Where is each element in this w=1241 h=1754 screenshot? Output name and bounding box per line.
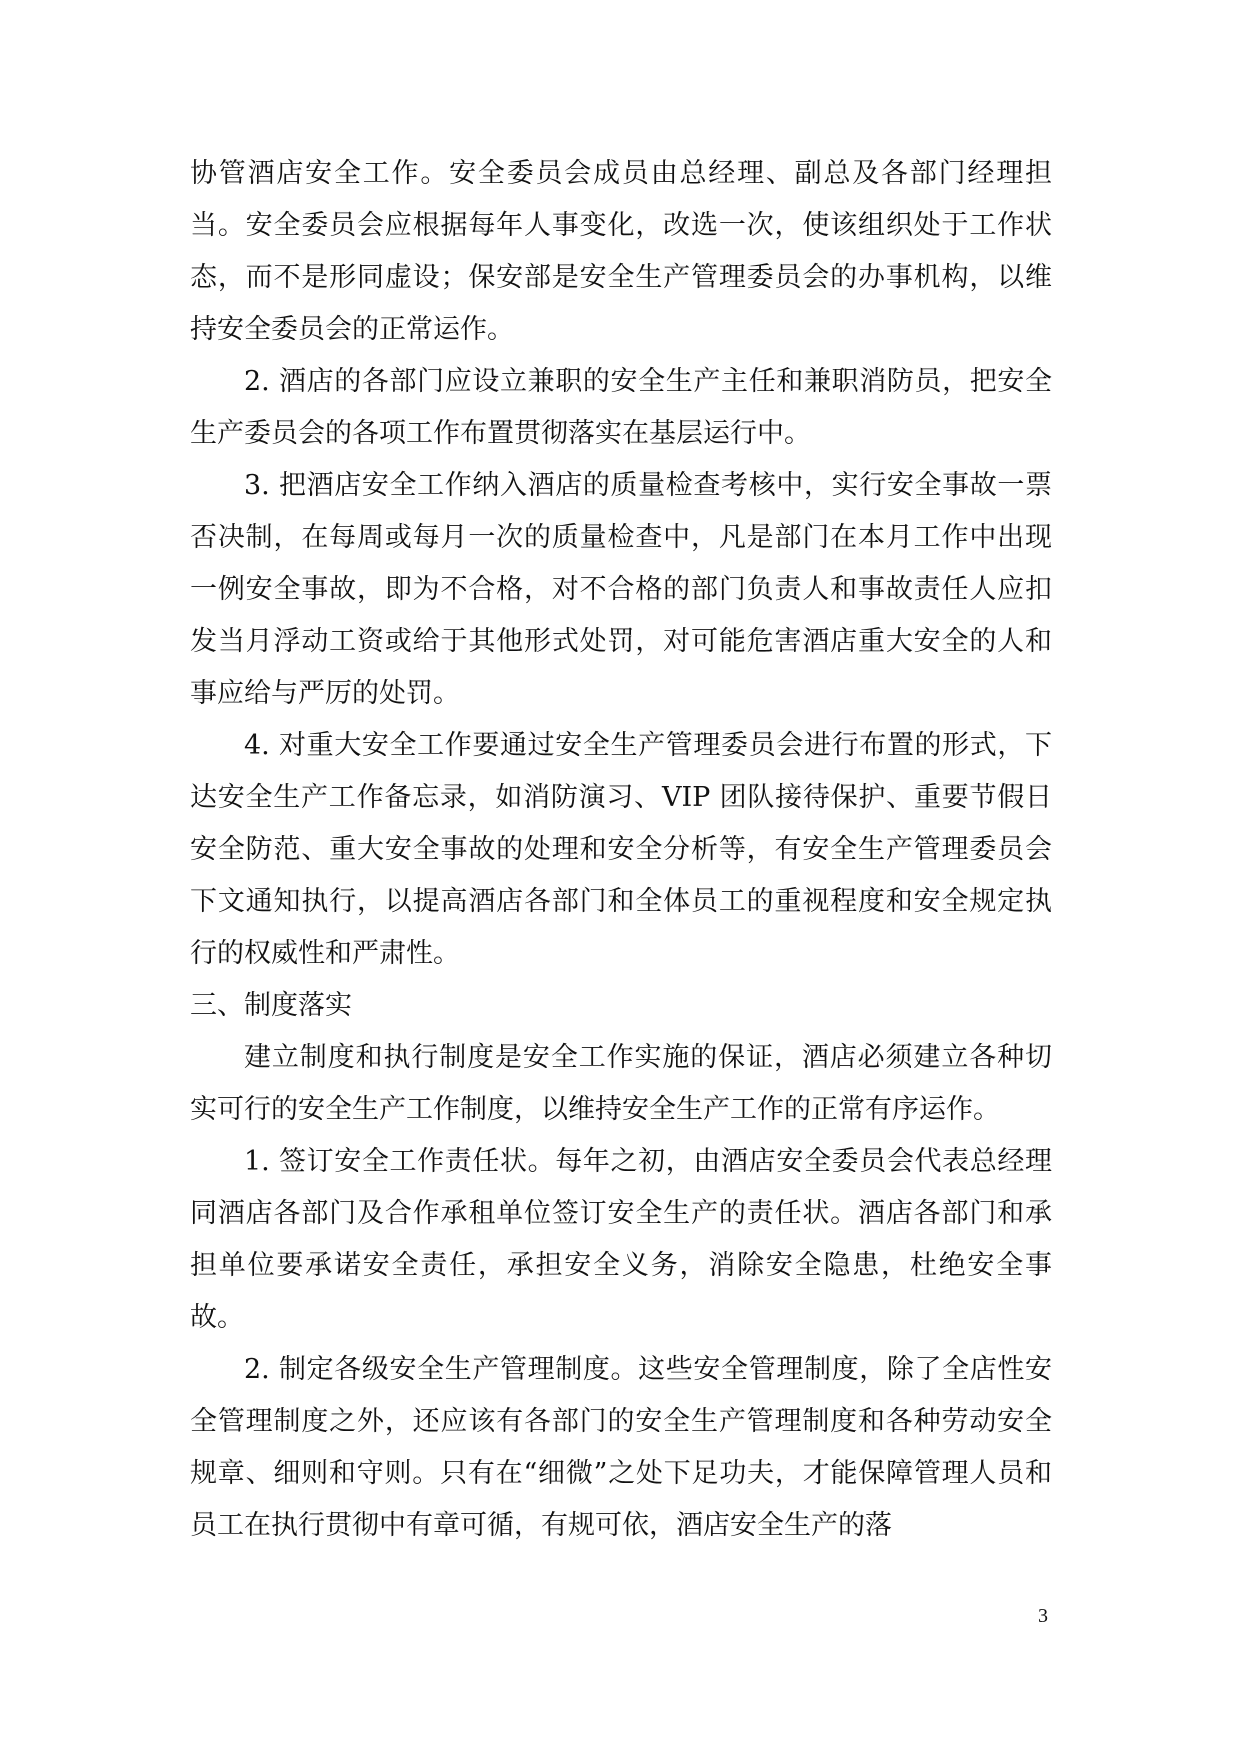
paragraph-section-item-1: 1. 签订安全工作责任状。每年之初，由酒店安全委员会代表总经理同酒店各部门及合作承租单位签订安全生产的责任状。酒店各部门和承担单位要承诺安全责任，承担安全义务，消除安全隐患，杜绝安全事故。 bbox=[190, 1146, 1052, 1333]
paragraph-item-3: 3. 把酒店安全工作纳入酒店的质量检查考核中，实行安全事故一票否决制，在每周或每月一次的质量检查中，凡是部门在本月工作中出现一例安全事故，即为不合格，对不合格的部门负责人和事故责任人应扣发当月浮动工资或给于其他形式处罚，对可能危害酒店重大安全的人和事应给与严厉的处罚。 bbox=[190, 470, 1052, 709]
section-heading: 三、制度落实 bbox=[190, 990, 352, 1021]
paragraph-continuation: 协管酒店安全工作。安全委员会成员由总经理、副总及各部门经理担当。安全委员会应根据每年人事变化，改选一次，使该组织处于工作状态，而不是形同虚设；保安部是安全生产管理委员会的办事机构，以维持安全委员会的正常运作。 bbox=[190, 158, 1052, 345]
paragraph-section-intro: 建立制度和执行制度是安全工作实施的保证，酒店必须建立各种切实可行的安全生产工作制度，以维持安全生产工作的正常有序运作。 bbox=[190, 1042, 1052, 1125]
page-number: 3 bbox=[1038, 1605, 1048, 1627]
paragraph-item-2: 2. 酒店的各部门应设立兼职的安全生产主任和兼职消防员，把安全生产委员会的各项工作布置贯彻落实在基层运行中。 bbox=[190, 366, 1052, 449]
paragraph-section-item-2: 2. 制定各级安全生产管理制度。这些安全管理制度，除了全店性安全管理制度之外，还应该有各部门的安全生产管理制度和各种劳动安全规章、细则和守则。只有在“细微”之处下足功夫，才能保障管理人员和员工在执行贯彻中有章可循，有规可依，酒店安全生产的落 bbox=[190, 1354, 1052, 1541]
document-body bbox=[190, 148, 1052, 1552]
paragraph-item-4: 4. 对重大安全工作要通过安全生产管理委员会进行布置的形式，下达安全生产工作备忘录，如消防演习、VIP 团队接待保护、重要节假日安全防范、重大安全事故的处理和安全分析等，有安全生产管理委员会下文通知执行，以提高酒店各部门和全体员工的重视程度和安全规定执行的权威性和严肃性。 bbox=[190, 730, 1052, 969]
